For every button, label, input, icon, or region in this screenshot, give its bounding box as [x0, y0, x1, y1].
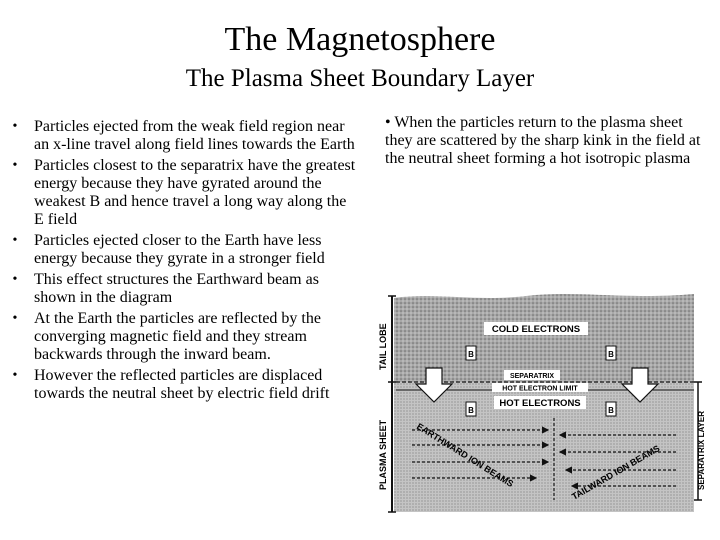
separatrix-label: SEPARATRIX: [509, 373, 555, 380]
svg-text:B: B: [468, 350, 474, 359]
bullet-item: [8, 271, 360, 307]
tail-lobe-label: TAIL LOBE: [378, 323, 388, 370]
bullet-text: This effect structures the Earthward beam as shown in the diagram: [34, 271, 319, 306]
svg-text:B: B: [468, 406, 474, 415]
bullet-item: [8, 367, 360, 403]
bullet-text: Particles ejected closer to the Earth have less energy because they gyrate in a stronger field: [34, 232, 325, 267]
bullet-icon: •: [12, 158, 18, 173]
bullet-item: [8, 118, 360, 154]
hot-electron-limit-label: HOT ELECTRON LIMIT: [502, 385, 578, 393]
slide-title: The Magnetosphere: [224, 21, 496, 58]
bullet-item: [8, 310, 360, 364]
bullet-icon: •: [12, 272, 18, 287]
bullet-text: However the reflected particles are displaced towards the neutral sheet by electric field drift: [34, 367, 330, 402]
bullet-icon: •: [12, 233, 18, 248]
bullet-icon: •: [12, 368, 18, 383]
b-field-marker: [466, 402, 476, 416]
b-field-marker: [606, 346, 616, 360]
bullet-icon: •: [12, 119, 18, 134]
svg-text:B: B: [608, 406, 614, 415]
bullet-item: [8, 232, 360, 268]
b-field-marker: [466, 346, 476, 360]
b-field-marker: [606, 402, 616, 416]
tailward-beam-label: TAILWARD ION BEAMS: [570, 443, 662, 502]
bullet-text: Particles closest to the separatrix have the greatest energy because they have gyrated around the weakest B and hence travel a long way along the E field: [34, 157, 356, 228]
plasma-sheet-diagram: [376, 290, 708, 515]
bullet-list: [8, 118, 360, 406]
slide-subtitle: The Plasma Sheet Boundary Layer: [185, 65, 535, 92]
plasma-sheet-label: PLASMA SHEET: [378, 419, 388, 490]
bullet-text: Particles ejected from the weak field region near an x-line travel along field lines towards the Earth: [34, 118, 355, 153]
hot-electrons-label: HOT ELECTRONS: [499, 398, 581, 409]
bullet-text: At the Earth the particles are reflected by the converging magnetic field and they stream backwards through the inward beam.: [34, 310, 321, 363]
bullet-icon: •: [12, 311, 18, 326]
earthward-beam-label: EARTHWARD ION BEAMS: [414, 421, 516, 490]
separatrix-layer-label: SEPARATRIX LAYER: [697, 411, 706, 490]
cold-electrons-label: COLD ELECTRONS: [491, 324, 581, 335]
scattering-note: • When the particles return to the plasma sheet they are scattered by the sharp kink in the field at the neutral sheet forming a hot isotropic plasma: [385, 114, 701, 167]
bullet-item: [8, 157, 360, 229]
svg-text:B: B: [608, 350, 614, 359]
